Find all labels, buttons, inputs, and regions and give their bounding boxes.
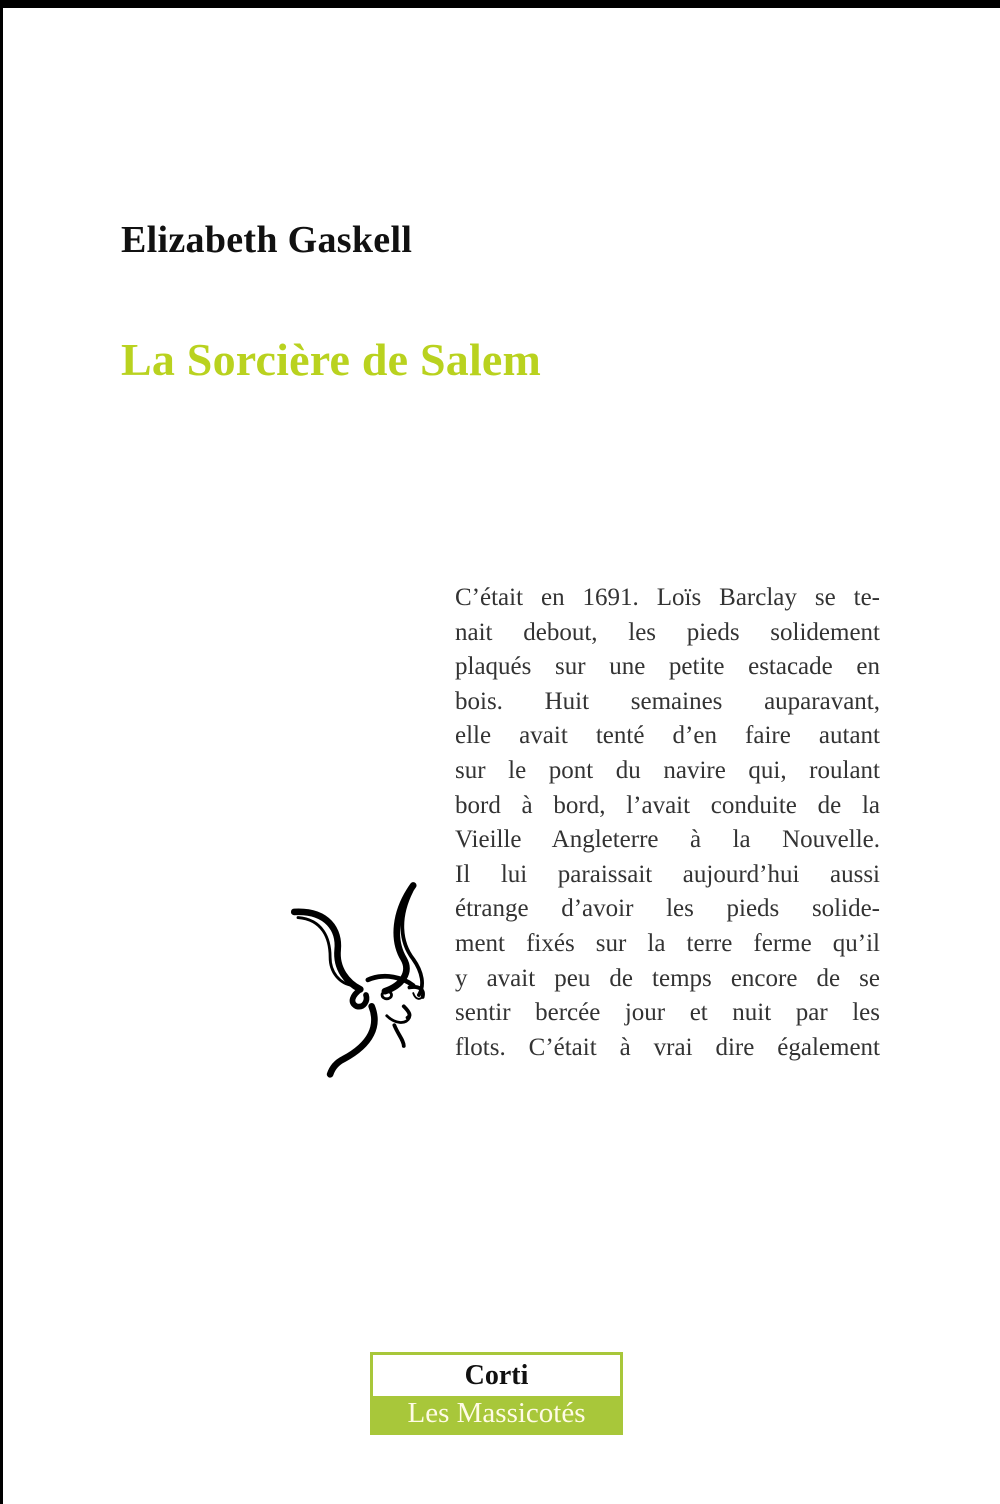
excerpt-line: Vieille Angleterre à la Nouvelle. — [455, 826, 880, 854]
excerpt-line: elle avait tenté d’en faire autant — [455, 722, 880, 750]
excerpt-line: nait debout, les pieds solidement — [455, 618, 880, 646]
excerpt-line: flots. C’était à vrai dire également — [455, 1033, 880, 1061]
excerpt-line: étrange d’avoir les pieds solide- — [455, 895, 880, 923]
collection-name: Les Massicotés — [373, 1396, 620, 1432]
excerpt-text — [455, 581, 880, 1065]
excerpt-line: y avait peu de temps encore de se — [455, 964, 880, 992]
excerpt-line: plaqués sur une petite estacade en — [455, 653, 880, 681]
excerpt-line: bois. Huit semaines auparavant, — [455, 687, 880, 715]
author-name: Elizabeth Gaskell — [121, 219, 413, 261]
publisher-logo — [370, 1352, 623, 1435]
publisher-name: Corti — [373, 1355, 620, 1396]
excerpt-line: C’était en 1691. Loïs Barclay se te- — [455, 584, 880, 611]
excerpt-line: sur le pont du navire qui, roulant — [455, 756, 880, 784]
excerpt-line: bord à bord, l’avait conduite de la — [455, 791, 880, 819]
excerpt-line: sentir bercée jour et nuit par les — [455, 999, 880, 1027]
excerpt-line: ment fixés sur la terre ferme qu’il — [455, 929, 880, 957]
book-title: La Sorcière de Salem — [121, 334, 542, 385]
horned-goat-head-icon — [281, 873, 451, 1083]
book-cover — [3, 8, 1000, 1504]
excerpt-line: Il lui paraissait aujourd’hui aussi — [455, 860, 880, 888]
